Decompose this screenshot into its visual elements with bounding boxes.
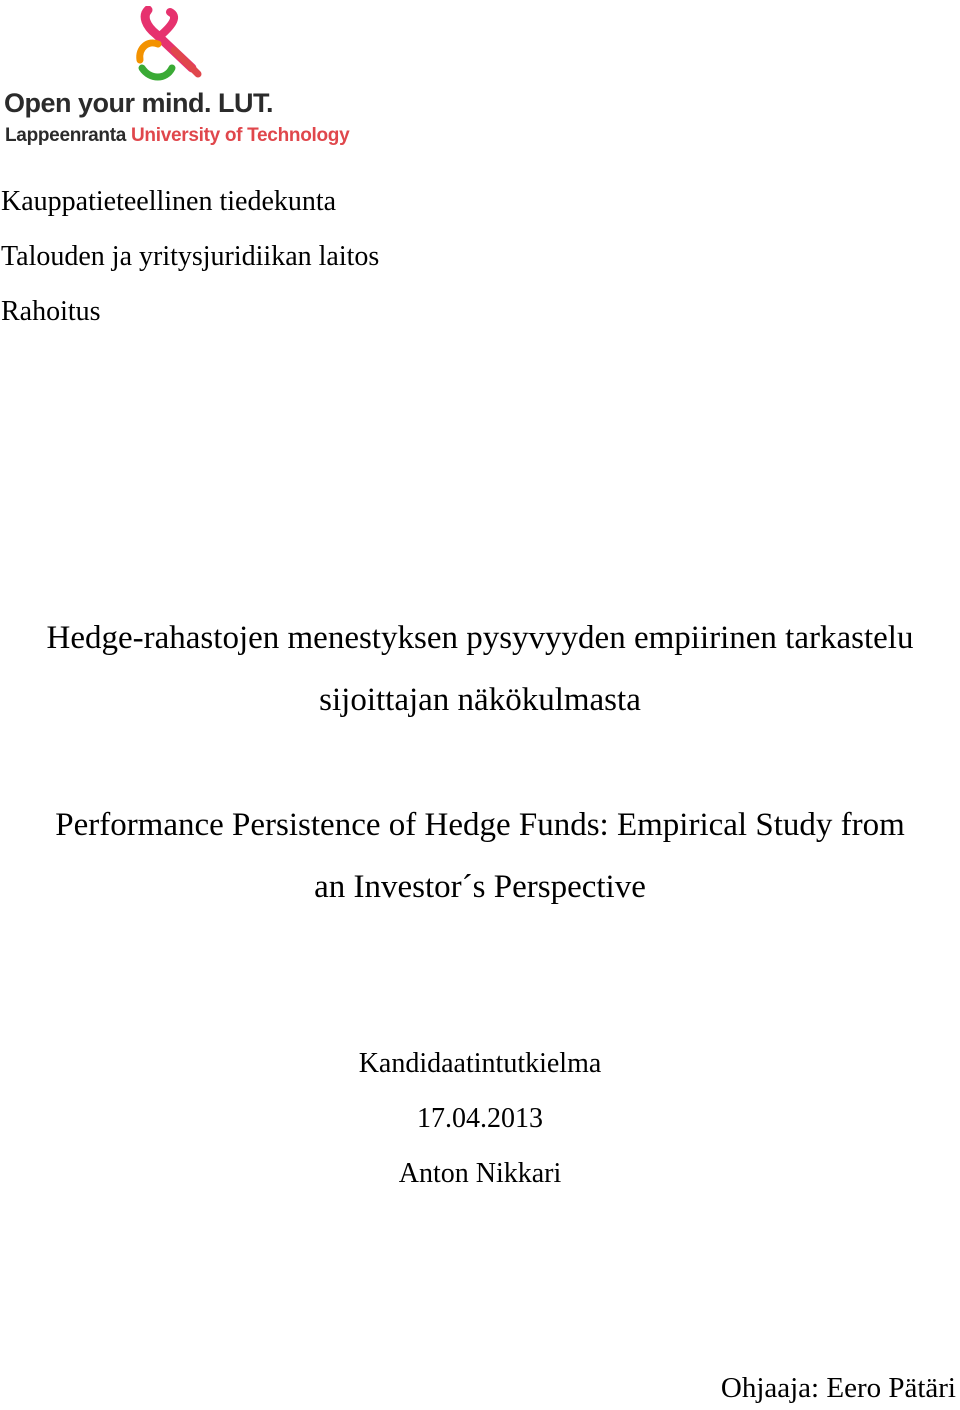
lut-ampersand-logo-icon xyxy=(134,6,206,82)
department-name: Talouden ja yritysjuridiikan laitos xyxy=(1,241,380,272)
lut-logo xyxy=(4,6,364,156)
thesis-type: Kandidaatintutkielma xyxy=(358,1048,602,1079)
supervisor: Ohjaaja: Eero Pätäri xyxy=(720,1372,956,1404)
logo-university-city: Lappeenranta xyxy=(5,125,126,146)
subject-name: Rahoitus xyxy=(1,296,101,327)
logo-university-name xyxy=(5,125,349,147)
title-english-line-1: Performance Persistence of Hedge Funds: Empirical Study from xyxy=(55,807,905,843)
faculty-name: Kauppatieteellinen tiedekunta xyxy=(1,186,337,217)
logo-university-rest: University of Technology xyxy=(130,125,350,146)
logo-slogan: Open your mind. LUT. xyxy=(4,88,274,118)
thesis-author: Anton Nikkari xyxy=(398,1158,562,1189)
thesis-date: 17.04.2013 xyxy=(417,1103,543,1134)
title-english-line-2: an Investor´s Perspective xyxy=(314,869,646,905)
title-finnish-line-2: sijoittajan näkökulmasta xyxy=(319,682,641,718)
title-finnish-line-1: Hedge-rahastojen menestyksen pysyvyyden empiirinen tarkastelu xyxy=(46,620,914,656)
